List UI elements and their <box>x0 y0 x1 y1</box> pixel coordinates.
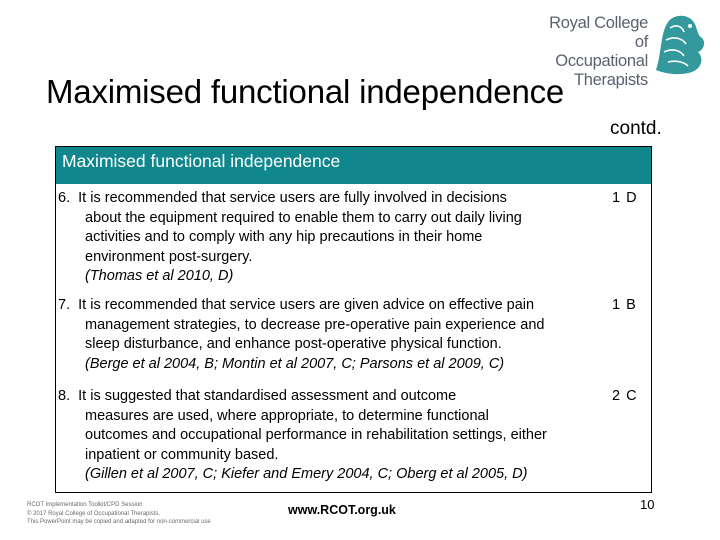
footer-line-1: RCOT Implementation Toolkit/CPD Session <box>27 502 143 508</box>
recommendation-line: It is suggested that standardised assessment and outcome <box>78 388 457 404</box>
recommendation-text <box>56 296 596 374</box>
recommendation-grade: 2 C <box>612 388 638 404</box>
rcot-logo <box>534 12 710 89</box>
table-header: Maximised functional independence <box>56 147 651 184</box>
footer-line-2: © 2017 Royal College of Occupational Therapists. <box>27 510 161 517</box>
logo-line-3: Therapists <box>573 71 648 89</box>
recommendation-line: measures are used, where appropriate, to determine functional <box>85 407 489 424</box>
recommendation-grade: 1 B <box>612 297 637 313</box>
recommendation-first-line <box>56 189 596 209</box>
rcot-emblem-icon <box>652 12 708 76</box>
recommendation-line: It is recommended that service users are given advice on effective pain <box>78 297 535 313</box>
website-link[interactable]: www.RCOT.org.uk <box>288 503 396 517</box>
recommendation-line: management strategies, to decrease pre-operative pain experience and <box>85 316 545 333</box>
recommendation-number: 6. <box>58 190 71 206</box>
recommendations-table <box>55 146 652 493</box>
recommendation-line: sleep disturbance, and enhance post-operative physical function. <box>85 336 502 352</box>
continued-label: contd. <box>610 118 662 139</box>
recommendation-line: activities and to comply with any hip precautions in their home <box>85 229 483 245</box>
footer-line-3: This PowerPoint may be copied and adapted for non-commercial use <box>27 519 211 525</box>
recommendation-first-line <box>56 387 596 407</box>
recommendation-line: inpatient or community based. <box>85 446 279 463</box>
recommendation-text <box>56 189 596 287</box>
logo-line-1: Royal College of <box>549 14 648 51</box>
page-number: 10 <box>640 497 655 512</box>
footer-copyright <box>27 501 211 527</box>
recommendation-line: outcomes and occupational performance in rehabilitation settings, either <box>85 427 547 443</box>
recommendation-grade: 1 D <box>612 190 638 206</box>
recommendation-line: environment post-surgery. <box>85 248 253 265</box>
recommendation-text <box>56 387 596 485</box>
slide-title: Maximised functional independence <box>46 73 565 110</box>
recommendation-reference: (Thomas et al 2010, D) <box>85 268 234 284</box>
recommendation-number: 7. <box>58 297 71 313</box>
recommendation-first-line <box>56 296 596 316</box>
recommendation-line: It is recommended that service users are fully involved in decisions <box>78 190 507 206</box>
recommendation-reference: (Berge et al 2004, B; Montin et al 2007, C; Parsons et al 2009, C) <box>85 355 505 372</box>
recommendation-number: 8. <box>58 388 71 404</box>
recommendation-line: about the equipment required to enable them to carry out daily living <box>85 209 522 226</box>
logo-line-2: Occupational <box>555 52 648 70</box>
recommendation-reference: (Gillen et al 2007, C; Kiefer and Emery 2004, C; Oberg et al 2005, D) <box>85 466 528 482</box>
